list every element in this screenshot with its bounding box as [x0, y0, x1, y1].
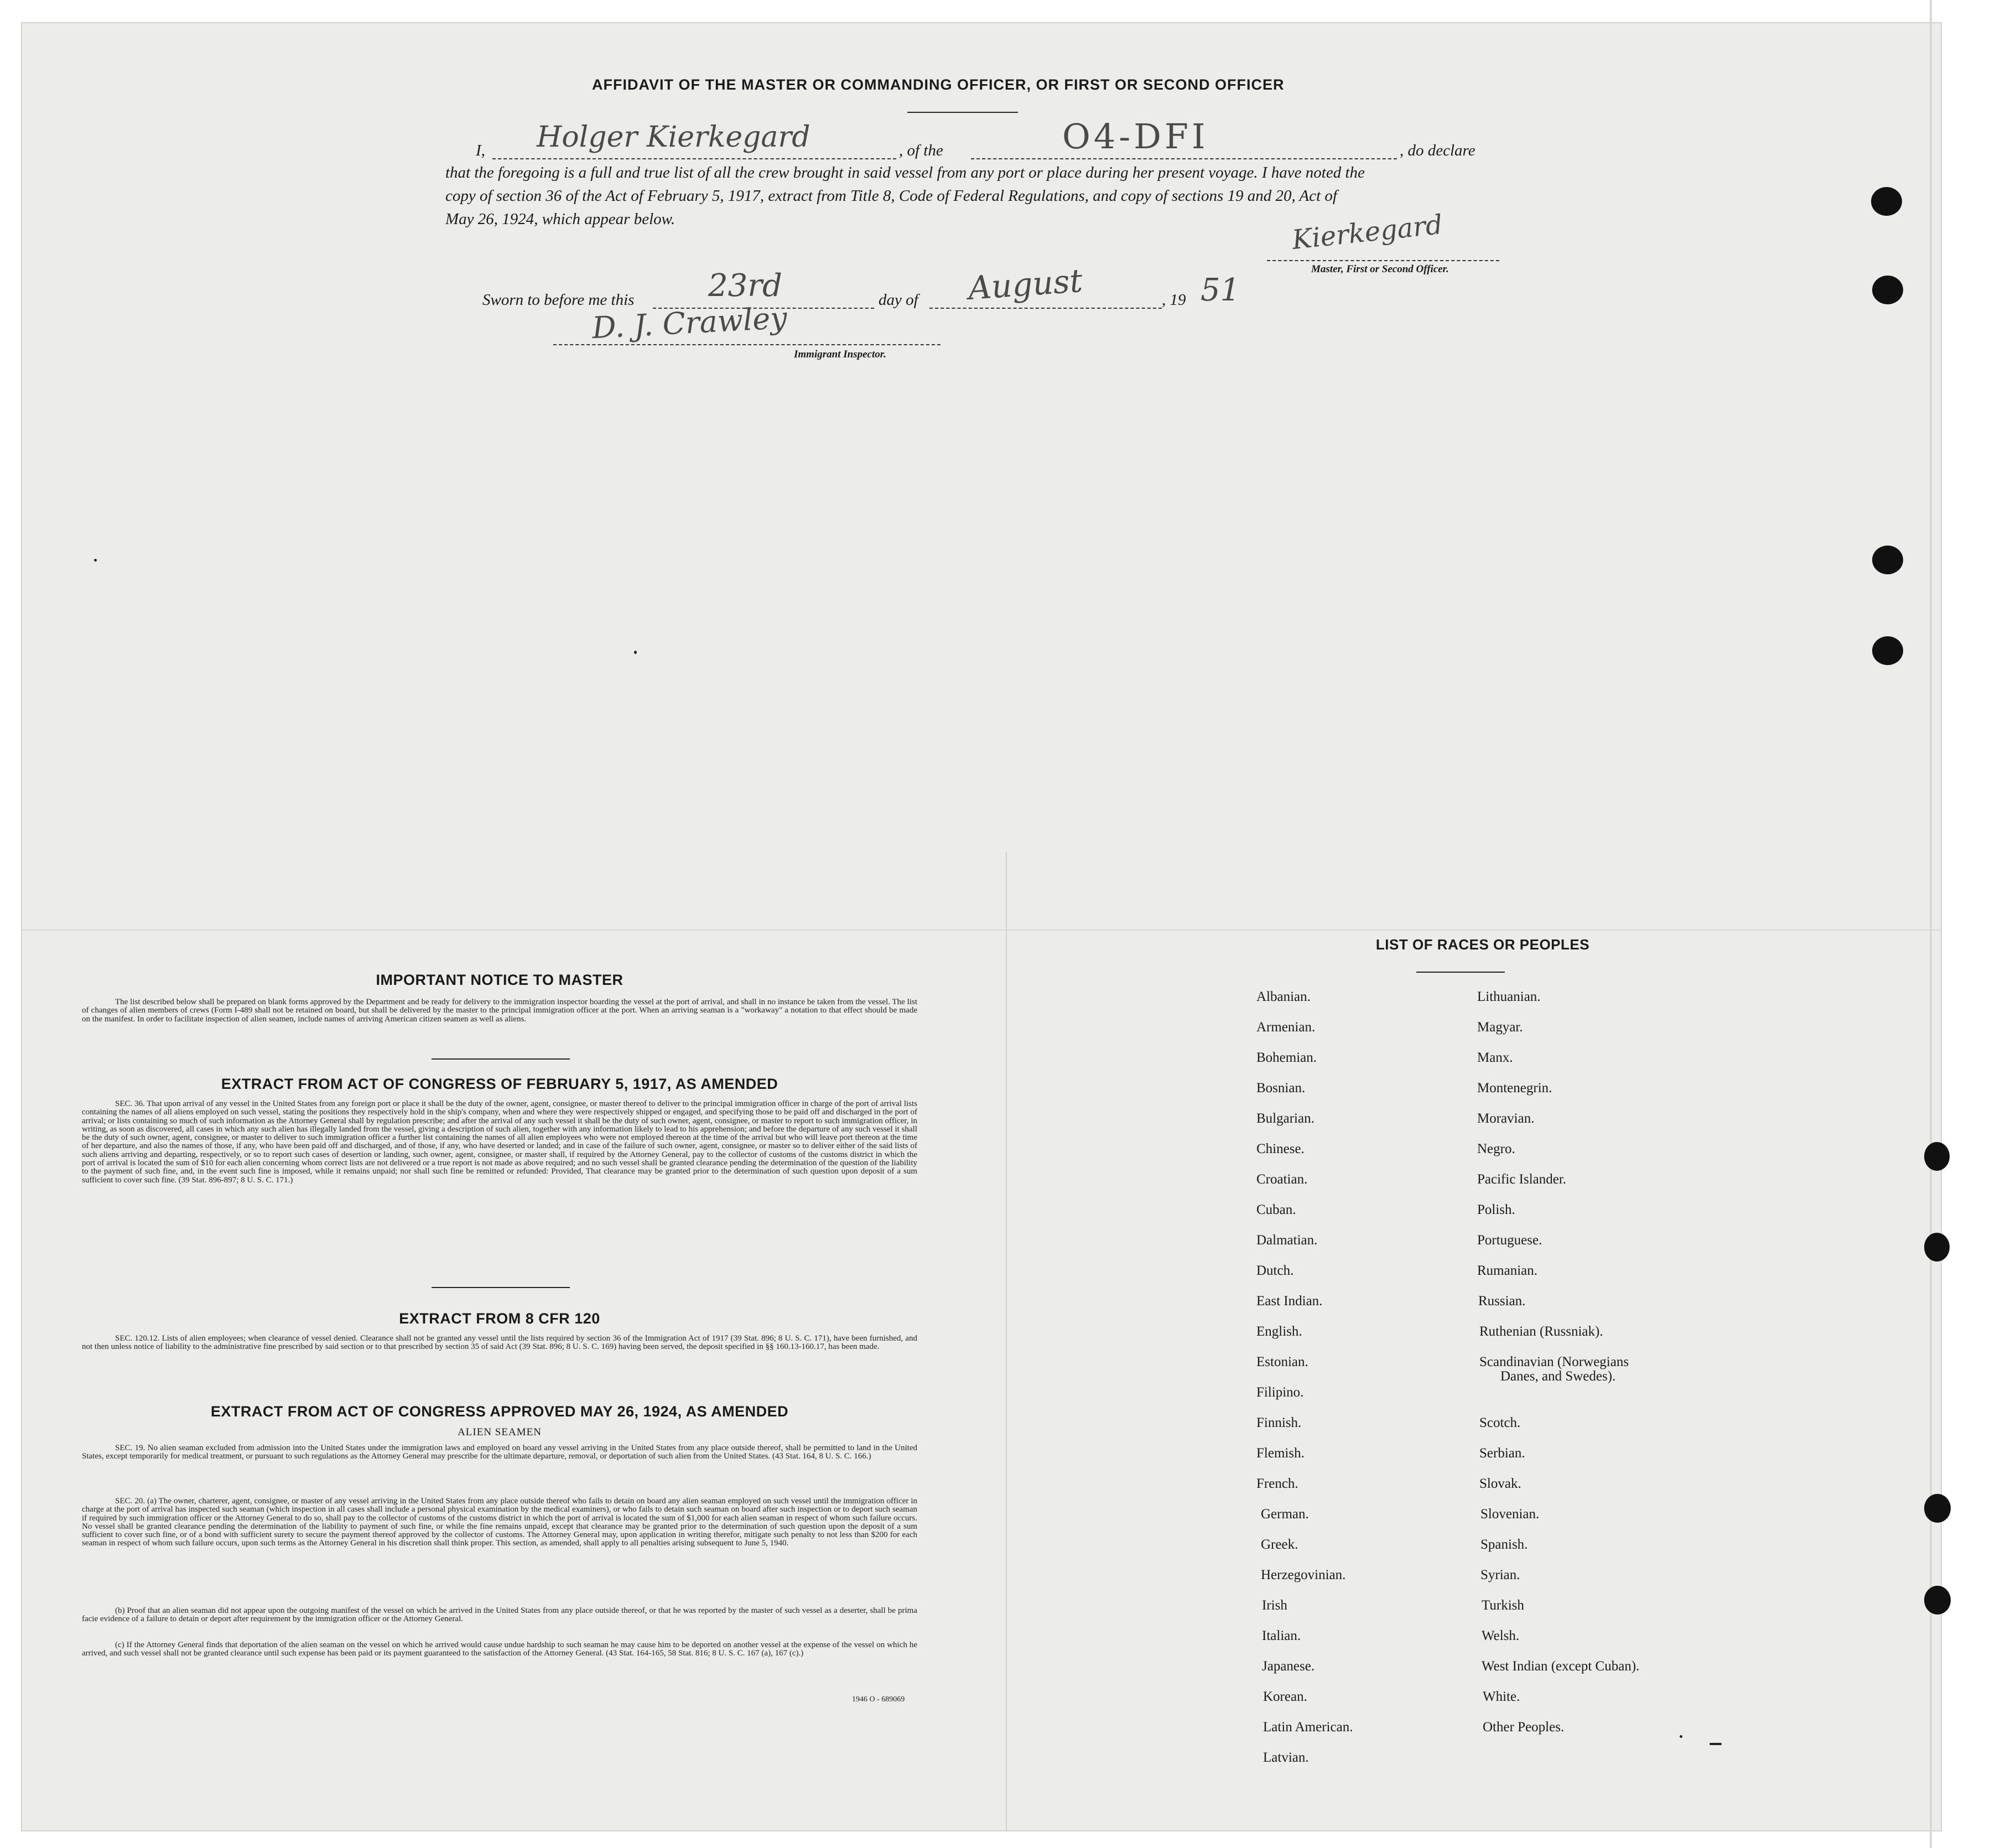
race-item: Bosnian. — [1256, 1081, 1306, 1096]
punch-hole — [1872, 546, 1903, 574]
race-item: Negro. — [1477, 1141, 1515, 1156]
year-handwritten: 51 — [1201, 272, 1240, 308]
race-item: Irish — [1262, 1598, 1287, 1613]
race-item: Syrian. — [1480, 1567, 1520, 1582]
fold-line-vertical — [1006, 852, 1007, 1831]
race-item: Turkish — [1482, 1598, 1524, 1613]
punch-hole — [1924, 1142, 1950, 1171]
do-declare-text: , do declare — [1400, 142, 1475, 159]
speck — [1710, 1743, 1722, 1745]
punch-hole — [1924, 1586, 1951, 1615]
race-item: Korean. — [1263, 1689, 1307, 1704]
race-item: Other Peoples. — [1483, 1720, 1565, 1735]
race-item: Bohemian. — [1256, 1050, 1317, 1065]
race-item: Armenian. — [1256, 1020, 1316, 1035]
speck — [1680, 1735, 1682, 1738]
affidavit-intro: I, — [476, 142, 485, 159]
race-item: Rumanian. — [1477, 1263, 1538, 1278]
affidavit-line-3: copy of section 36 of the Act of February 5, 1917, extract from Title 8, Code of Federal Regulations, and copy of sections 19 and 20, Act of — [445, 187, 1337, 205]
inspector-signature: D. J. Crawley — [591, 300, 788, 346]
race-item: Lithuanian. — [1477, 989, 1541, 1004]
speck — [94, 559, 97, 562]
race-item: Dalmatian. — [1256, 1233, 1318, 1248]
punch-hole — [1924, 1233, 1950, 1262]
inspector-caption: Immigrant Inspector. — [794, 349, 886, 360]
race-item: Moravian. — [1477, 1111, 1535, 1126]
race-item: Filipino. — [1256, 1385, 1304, 1400]
extract-cfr-heading: EXTRACT FROM 8 CFR 120 — [399, 1310, 600, 1327]
day-of-text: day of — [879, 291, 918, 309]
master-name-line — [492, 158, 896, 159]
section-20c-paragraph: (c) If the Attorney General finds that deportation of the alien seaman on the vessel on which he arrived would cause undue hardship to such seaman he may cause him to be deported on another vessel at the expense of the vessel on which he arrived, and such vessel shall not be granted clearance until such expense has been paid or its payment guaranteed to the satisfaction of the Attorney General. (43 Stat. 164-165, 58 Stat. 816; 8 U. S. C. 167 (a), 167 (c).) — [82, 1641, 917, 1658]
extract-1917-paragraph: SEC. 36. That upon arrival of any vessel in the United States from any foreign port or place it shall be the duty of the owner, agent, consignee, or master thereof to deliver to the principal immigration officer in charge of the port of arrival lists containing the names of all aliens employed on such vessel, stating the positions they respectively hold in the ship's company, when and where they were respectively shipped or engaged, and specifying those to be paid off and discharged in the port of arrival; or lists containing so much of such information as the Attorney General shall by regulation prescribe; and after the arrival of any such vessel it shall be the duty of such owner, agent, consignee, or master to report to such immigration officer, in writing, as soon as discovered, all cases in which any such alien has illegally landed from the vessel, giving a description of such alien, together with any information likely to lead to his apprehension; and before the departure of any such vessel it shall be the duty of such owner, agent, consignee, or master to deliver to such immigration officer a further list containing the names of all alien employees who were not employed thereon at the time of the arrival but who will leave port thereon at the time of her departure, and also the names of those, if any, who have been paid off and discharged, and of those, if any, who have deserted or landed; and in case of the failure of such owner, agent, consignee, or master so to deliver either of the said lists of such aliens arriving and departing, respectively, or so to report such cases of desertion or landing, such owner, agent, consignee, or master shall, if required by the Attorney General, pay to the collector of customs of the customs district in which the port of arrival is located the sum of $10 for each alien concerning whom correct lists are not delivered or a true report is not made as above required; and no such vessel shall be granted clearance pending the determination of the question of the liability to the payment of such fine, and, in the event such fine is imposed, while it remains unpaid; nor shall such fine be remitted or refunded: Provided, That clearance may be granted prior to the determination of such question upon deposit of a sum sufficient to cover such fine. (39 Stat. 896-897; 8 U. S. C. 171.) — [82, 1099, 917, 1185]
race-item: Pacific Islander. — [1477, 1172, 1567, 1187]
race-item: French. — [1256, 1476, 1298, 1491]
inspector-signature-line — [553, 344, 941, 345]
extract-1917-heading: EXTRACT FROM ACT OF CONGRESS OF FEBRUARY 5, 1917, AS AMENDED — [221, 1076, 778, 1092]
notice-paragraph: The list described below shall be prepared on blank forms approved by the Department and be ready for delivery to the immigration inspector boarding the vessel at the port of arrival, and shall in no instance be taken from the vessel. The list of changes of alien members of crews (Form I-489 shall not be retained on board, but shall be delivered by the master to the principal immigration officer at the port. When an arriving seaman is a "workaway" a notation to that effect should be made on the manifest. In order to facilitate inspection of alien seamen, include names of arriving American citizen seamen as well as aliens. — [82, 998, 917, 1024]
races-title-rule — [1416, 972, 1505, 973]
race-item: Montenegrin. — [1477, 1081, 1552, 1096]
race-item: English. — [1256, 1324, 1302, 1339]
punch-hole — [1924, 1494, 1951, 1523]
races-title: LIST OF RACES OR PEOPLES — [1375, 936, 1590, 953]
race-item: Polish. — [1477, 1202, 1515, 1217]
race-item: White. — [1483, 1689, 1520, 1704]
race-item: Scotch. — [1479, 1415, 1521, 1430]
section-divider — [432, 1287, 570, 1288]
race-item: Serbian. — [1479, 1446, 1525, 1461]
master-caption: Master, First or Second Officer. — [1311, 263, 1449, 275]
race-item: Welsh. — [1482, 1628, 1520, 1643]
race-item: Portuguese. — [1477, 1233, 1542, 1248]
fold-line-horizontal — [21, 930, 1942, 931]
speck — [634, 651, 637, 654]
race-item: Ruthenian (Russniak). — [1479, 1324, 1603, 1339]
punch-hole — [1871, 187, 1902, 216]
master-signature: Kierkegard — [1290, 209, 1445, 256]
section-divider — [432, 1058, 570, 1060]
race-item: Herzegovinian. — [1261, 1567, 1346, 1582]
month-handwritten: August — [967, 261, 1084, 308]
race-item: Latin American. — [1263, 1720, 1353, 1735]
race-item: Dutch. — [1256, 1263, 1294, 1278]
race-item: Manx. — [1477, 1050, 1513, 1065]
section-20b-paragraph: (b) Proof that an alien seaman did not appear upon the outgoing manifest of the vessel on which he arrived in the United States from any place outside thereof, or that he was reported by the master of such vessel as a deserter, shall be prima facie evidence of a failure to detain or deport after requirement by the immigration officer or the Attorney General. — [82, 1606, 917, 1624]
section-19-paragraph: SEC. 19. No alien seaman excluded from admission into the United States under the immigration laws and employed on board any vessel arriving in the United States from any place outside thereof, shall be permitted to land in the United States, except temporarily for medical treatment, or pursuant to such regulations as the Attorney General may prescribe for the ultimate departure, removal, or deportation of such alien from the United States. (43 Stat. 164, 8 U. S. C. 166.) — [82, 1444, 917, 1461]
race-item: East Indian. — [1256, 1294, 1323, 1309]
extract-cfr-paragraph: SEC. 120.12. Lists of alien employees; when clearance of vessel denied. Clearance shall not be granted any vessel until the lists required by section 36 of the Immigration Act of 1917 (39 Stat. 896; 8 U. S. C. 171), have been furnished, and not then unless notice of liability to the administrative fine prescribed by said section or to that prescribed by section 35 of said Act (39 Stat. 896; 8 U. S. C. 169) having been served, the deposit specified in §§ 160.13-160.17, has been made. — [82, 1334, 917, 1352]
race-item: Italian. — [1262, 1628, 1301, 1643]
sworn-text: Sworn to before me this — [482, 291, 635, 309]
race-item: Slovenian. — [1480, 1507, 1540, 1522]
year-prefix: , 19 — [1162, 291, 1186, 309]
of-the-text: , of the — [899, 142, 943, 159]
race-item: Spanish. — [1480, 1537, 1528, 1552]
race-item: Scandinavian (Norwegians — [1479, 1354, 1629, 1369]
affidavit-title: AFFIDAVIT OF THE MASTER OR COMMANDING OFFICER, OR FIRST OR SECOND OFFICER — [592, 76, 1285, 93]
page-edge — [1930, 0, 1932, 1848]
vessel-name-line — [971, 158, 1397, 159]
extract-1924-heading: EXTRACT FROM ACT OF CONGRESS APPROVED MAY 26, 1924, AS AMENDED — [210, 1403, 789, 1420]
punch-hole — [1872, 276, 1903, 304]
race-item: Finnish. — [1256, 1415, 1302, 1430]
race-item: Magyar. — [1477, 1020, 1523, 1035]
race-item: Croatian. — [1256, 1172, 1308, 1187]
race-item: Flemish. — [1256, 1446, 1305, 1461]
race-item: Albanian. — [1256, 989, 1311, 1004]
day-handwritten: 23rd — [708, 268, 782, 304]
race-item: Greek. — [1261, 1537, 1298, 1552]
vessel-name-handwritten: O4-DFI — [1062, 116, 1209, 157]
punch-hole — [1872, 636, 1903, 665]
master-name-handwritten: Holger Kierkegard — [537, 121, 810, 154]
race-item: Chinese. — [1256, 1141, 1305, 1156]
race-item: Bulgarian. — [1256, 1111, 1314, 1126]
race-item: Cuban. — [1256, 1202, 1296, 1217]
print-code: 1946 O - 689069 — [852, 1695, 905, 1704]
master-signature-line — [1267, 260, 1499, 261]
race-item: West Indian (except Cuban). — [1482, 1659, 1640, 1674]
affidavit-line-4: May 26, 1924, which appear below. — [445, 210, 676, 228]
race-item: Slovak. — [1479, 1476, 1521, 1491]
title-rule — [907, 112, 1018, 113]
month-line — [929, 308, 1162, 309]
race-item: Estonian. — [1256, 1354, 1308, 1369]
race-item: Latvian. — [1263, 1750, 1309, 1765]
section-20a-paragraph: SEC. 20. (a) The owner, charterer, agent, consignee, or master of any vessel arriving in the United States from any place outside thereof who fails to detain on board any alien seaman employed on such vessel until the immigration officer in charge at the port of arrival has inspected such seaman (which inspection in all cases shall include a personal physical examination by the medical examiners), or who fails to detain such seaman on board after such inspection or to deport such seaman if required by such immigration officer or the Attorney General to do so, shall pay to the collector of customs of the customs district in which the port of arrival is located the sum of $1,000 for each alien seaman in respect of whom such failure occurs. No vessel shall be granted clearance pending the determination of the liability to payment of such fine, or while the fine remains unpaid, except that clearance may be granted prior to the determination of such question upon the deposit of a sum sufficient to cover such fine, or of a bond with sufficient surety to secure the payment thereof approved by the collector of customs. The Attorney General may, upon application in writing therefor, mitigate such penalty to not less than $200 for each seaman in respect of whom such failure occurs, upon such terms as the Attorney General in his discretion shall think proper. This section, as amended, shall apply to all penalties arising subsequent to June 5, 1940. — [82, 1497, 917, 1548]
alien-seamen-subheading: ALIEN SEAMEN — [458, 1426, 542, 1438]
race-item: Japanese. — [1262, 1659, 1315, 1674]
race-item: German. — [1261, 1507, 1309, 1522]
race-item: Russian. — [1478, 1294, 1526, 1309]
race-item: Danes, and Swedes). — [1500, 1369, 1616, 1384]
affidavit-line-2: that the foregoing is a full and true list of all the crew brought in said vessel from any port or place during her present voyage. I have noted the — [445, 164, 1365, 181]
notice-heading: IMPORTANT NOTICE TO MASTER — [376, 972, 624, 988]
